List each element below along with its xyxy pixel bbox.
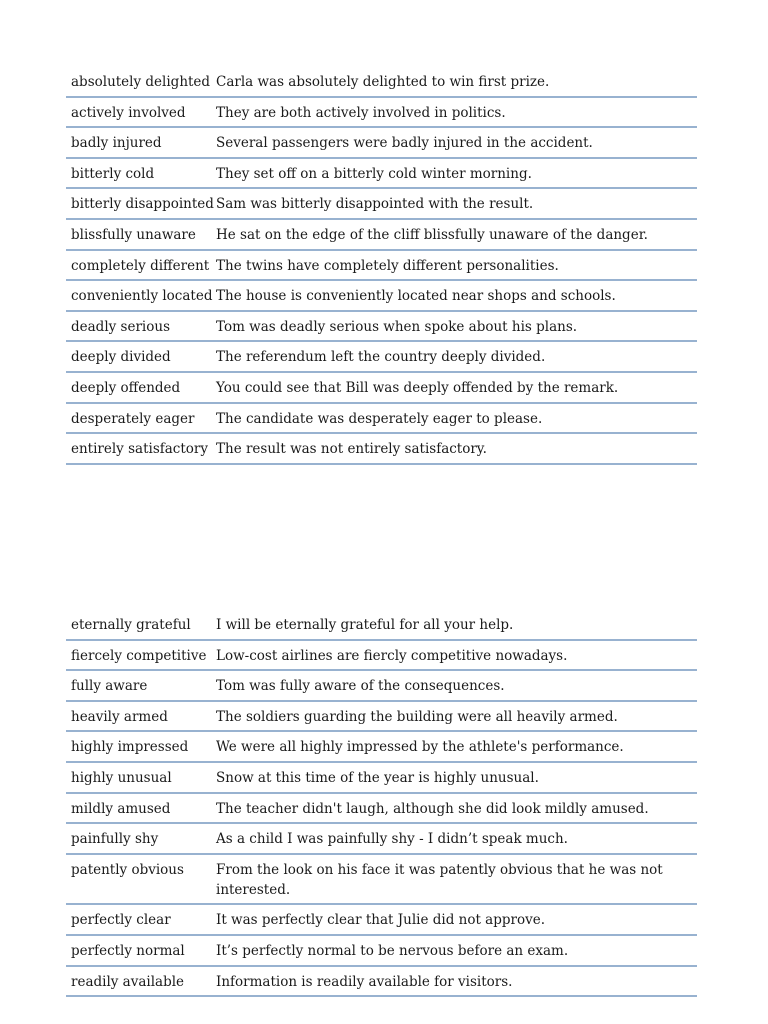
table-row <box>66 312 697 343</box>
example-sentence: We were all highly impressed by the athlete's performance. <box>216 739 624 756</box>
table-row <box>66 732 697 763</box>
example-sentence: The referendum left the country deeply divided. <box>216 349 546 366</box>
collocation-term: desperately eager <box>71 410 195 427</box>
table-row <box>66 373 697 404</box>
example-sentence: I will be eternally grateful for all your help. <box>216 617 514 633</box>
table-row <box>66 281 697 312</box>
table-row <box>66 67 697 98</box>
collocation-term: deeply divided <box>71 349 171 366</box>
table-row <box>66 189 697 220</box>
table-row <box>66 824 697 855</box>
collocation-term: fiercely competitive <box>71 647 207 664</box>
collocation-term: perfectly clear <box>71 912 171 929</box>
example-sentence: Sam was bitterly disappointed with the result. <box>216 196 534 213</box>
collocation-term: heavily armed <box>71 708 168 725</box>
collocation-term: highly unusual <box>71 769 172 786</box>
collocation-term: blissfully unaware <box>71 226 196 243</box>
example-sentence: Low-cost airlines are fiercly competitive nowadays. <box>216 647 568 664</box>
table-row <box>66 434 697 465</box>
table-row <box>66 671 697 702</box>
table-row <box>66 641 697 672</box>
example-sentence: Tom was deadly serious when spoke about his plans. <box>216 318 578 335</box>
table-row <box>66 936 697 967</box>
example-sentence: It was perfectly clear that Julie did not approve. <box>216 912 545 929</box>
example-sentence: It’s perfectly normal to be nervous before an exam. <box>216 942 569 959</box>
table-row <box>66 967 697 998</box>
collocation-term: fully aware <box>71 678 148 695</box>
example-sentence: Several passengers were badly injured in the accident. <box>216 135 593 152</box>
collocation-term: deadly serious <box>71 318 170 335</box>
collocation-term: readily available <box>71 973 185 990</box>
example-sentence: Tom was fully aware of the consequences. <box>216 678 505 695</box>
table-row <box>66 98 697 129</box>
collocation-term: absolutely delighted <box>71 74 211 90</box>
table-row <box>66 702 697 733</box>
collocation-term: painfully shy <box>71 831 159 848</box>
collocation-term: eternally grateful <box>71 617 191 633</box>
example-sentence: The result was not entirely satisfactory. <box>216 441 487 458</box>
example-sentence: Snow at this time of the year is highly unusual. <box>216 769 539 786</box>
example-sentence: Carla was absolutely delighted to win first prize. <box>216 74 550 90</box>
collocation-term: badly injured <box>71 135 162 152</box>
table-row <box>66 159 697 190</box>
example-sentence: He sat on the edge of the cliff blissfully unaware of the danger. <box>216 226 648 243</box>
example-sentence: You could see that Bill was deeply offended by the remark. <box>216 379 619 396</box>
table-row <box>66 404 697 435</box>
collocation-term: highly impressed <box>71 739 189 756</box>
collocation-term: perfectly normal <box>71 942 185 959</box>
example-sentence: The soldiers guarding the building were all heavily armed. <box>216 708 618 725</box>
table-row <box>66 855 697 906</box>
table-row <box>66 128 697 159</box>
example-sentence: They set off on a bitterly cold winter morning. <box>216 165 532 182</box>
example-sentence: The candidate was desperately eager to please. <box>216 410 543 427</box>
example-sentence: The house is conveniently located near shops and schools. <box>216 288 616 305</box>
collocation-term: completely different <box>71 257 210 274</box>
collocation-term: mildly amused <box>71 800 171 817</box>
example-sentence: As a child I was painfully shy - I didn’t speak much. <box>216 831 568 848</box>
collocation-term: patently obvious <box>71 861 184 878</box>
collocation-term: deeply offended <box>71 379 181 396</box>
table-row <box>66 794 697 825</box>
collocation-term: actively involved <box>71 104 186 121</box>
table-row <box>66 220 697 251</box>
example-sentence: The teacher didn't laugh, although she did look mildly amused. <box>216 800 649 817</box>
collocation-table-1 <box>66 67 697 465</box>
table-row <box>66 763 697 794</box>
table-row <box>66 342 697 373</box>
table-row <box>66 905 697 936</box>
example-sentence: They are both actively involved in politics. <box>216 104 506 121</box>
table-row <box>66 251 697 282</box>
collocation-term: conveniently located <box>71 288 213 305</box>
example-sentence: Information is readily available for visitors. <box>216 973 513 990</box>
example-sentence: From the look on his face it was patently obvious that he was not interested. <box>216 861 663 898</box>
table-row <box>66 610 697 641</box>
collocation-term: bitterly cold <box>71 165 155 182</box>
collocation-term: bitterly disappointed <box>71 196 214 213</box>
example-sentence: The twins have completely different personalities. <box>216 257 559 274</box>
collocation-term: entirely satisfactory <box>71 441 208 458</box>
collocation-table-2 <box>66 610 697 997</box>
